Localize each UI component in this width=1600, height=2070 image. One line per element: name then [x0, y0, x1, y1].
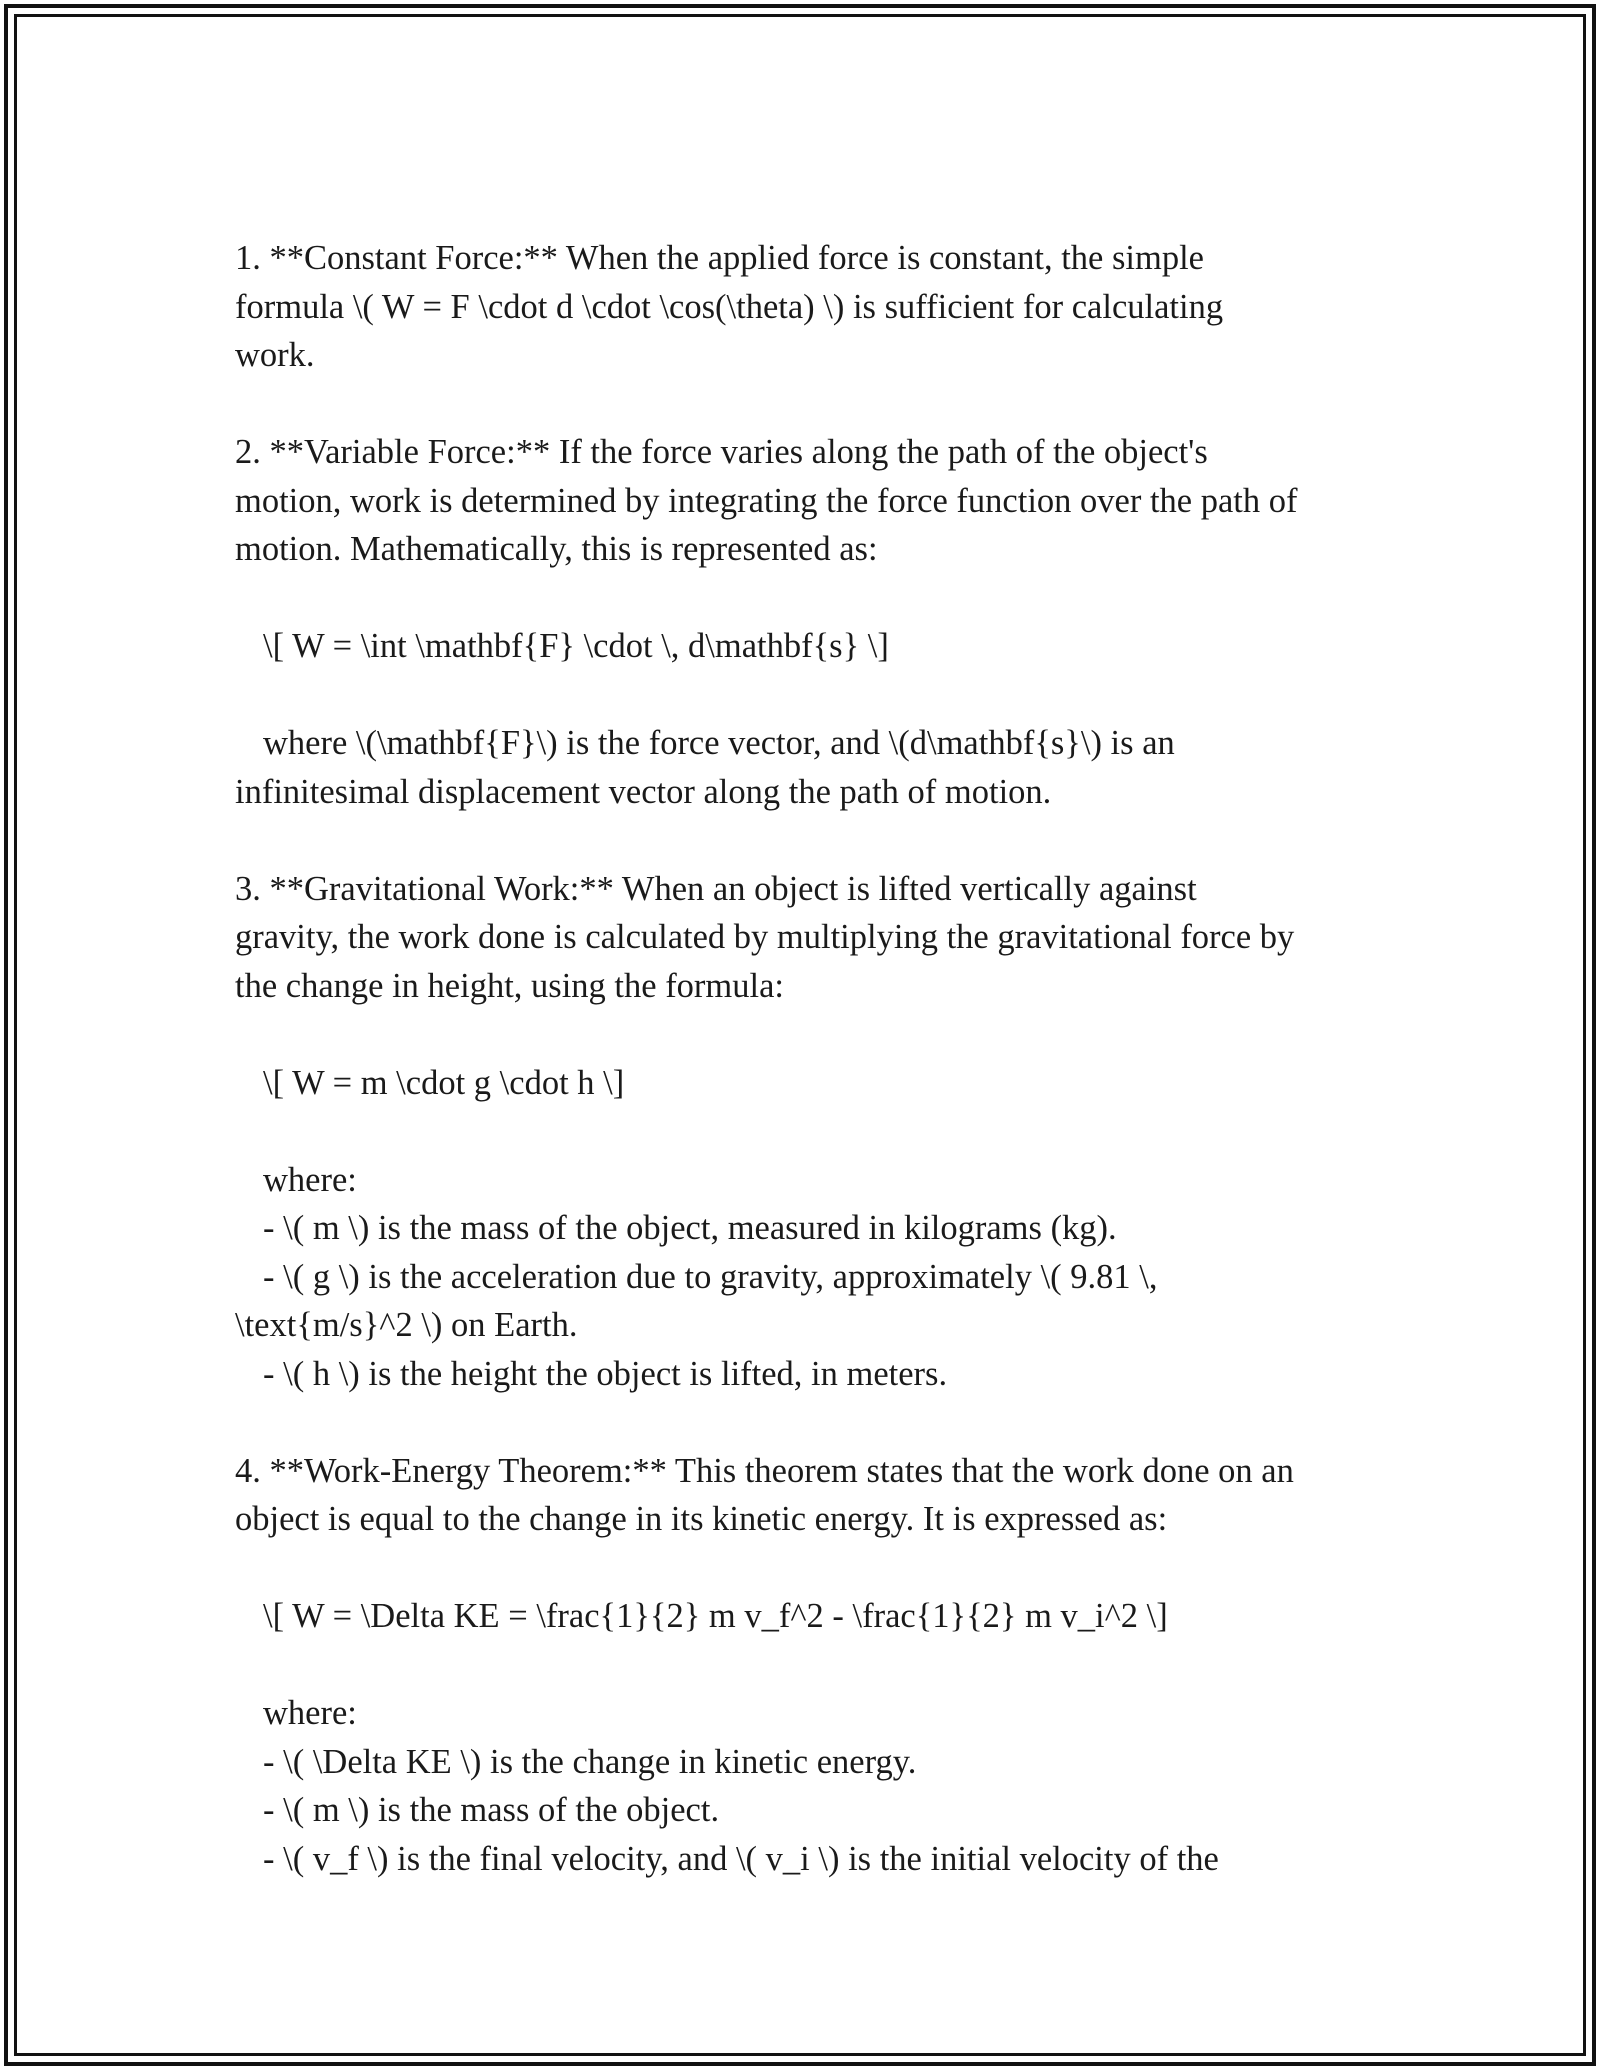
text-line: formula \( W = F \cdot d \cdot \cos(\theta) \) is sufficient for calculating: [235, 287, 1224, 326]
text-line: - \( m \) is the mass of the object, measured in kilograms (kg).: [263, 1209, 1117, 1247]
text-line: where:: [263, 1160, 357, 1199]
text-line: - \( g \) is the acceleration due to gravity, approximately \( 9.81 \,: [263, 1257, 1158, 1296]
text-line: - \( m \) is the mass of the object.: [263, 1791, 720, 1829]
text-line: motion. Mathematically, this is represented as:: [235, 530, 878, 568]
text-line: 4. **Work-Energy Theorem:** This theorem states that the work done on an: [235, 1451, 1294, 1490]
document-body: [235, 234, 1375, 1883]
blank-line: [235, 574, 1375, 623]
blank-line: [235, 380, 1375, 429]
text-line: \text{m/s}^2 \) on Earth.: [235, 1306, 578, 1344]
text-line: \[ W = \Delta KE = \frac{1}{2} m v_f^2 - \frac{1}{2} m v_i^2 \]: [263, 1597, 1168, 1635]
blank-line: [235, 1641, 1375, 1690]
text-line: - \( \Delta KE \) is the change in kinetic energy.: [263, 1742, 917, 1781]
blank-line: [235, 1107, 1375, 1156]
text-line: 3. **Gravitational Work:** When an object is lifted vertically against: [235, 869, 1197, 908]
text-line: motion, work is determined by integrating the force function over the path of: [235, 481, 1298, 520]
blank-line: [235, 816, 1375, 865]
blank-line: [235, 1544, 1375, 1593]
text-line: 2. **Variable Force:** If the force varies along the path of the object's: [235, 433, 1208, 471]
text-line: the change in height, using the formula:: [235, 966, 784, 1005]
blank-line: [235, 1010, 1375, 1059]
text-line: \[ W = m \cdot g \cdot h \]: [263, 1063, 625, 1102]
blank-line: [235, 671, 1375, 720]
text-line: object is equal to the change in its kinetic energy. It is expressed as:: [235, 1500, 1168, 1538]
text-line: \[ W = \int \mathbf{F} \cdot \, d\mathbf{s} \]: [263, 627, 889, 665]
text-line: where \(\mathbf{F}\) is the force vector, and \(d\mathbf{s}\) is an: [263, 724, 1175, 762]
text-line: infinitesimal displacement vector along the path of motion.: [235, 772, 1052, 811]
text-line: - \( v_f \) is the final velocity, and \( v_i \) is the initial velocity of the: [263, 1839, 1219, 1878]
text-line: - \( h \) is the height the object is lifted, in meters.: [263, 1354, 948, 1393]
blank-line: [235, 1398, 1375, 1447]
text-line: where:: [263, 1694, 357, 1732]
text-line: 1. **Constant Force:** When the applied force is constant, the simple: [235, 239, 1204, 277]
text-line: gravity, the work done is calculated by multiplying the gravitational force by: [235, 918, 1295, 956]
text-line: work.: [235, 336, 315, 374]
